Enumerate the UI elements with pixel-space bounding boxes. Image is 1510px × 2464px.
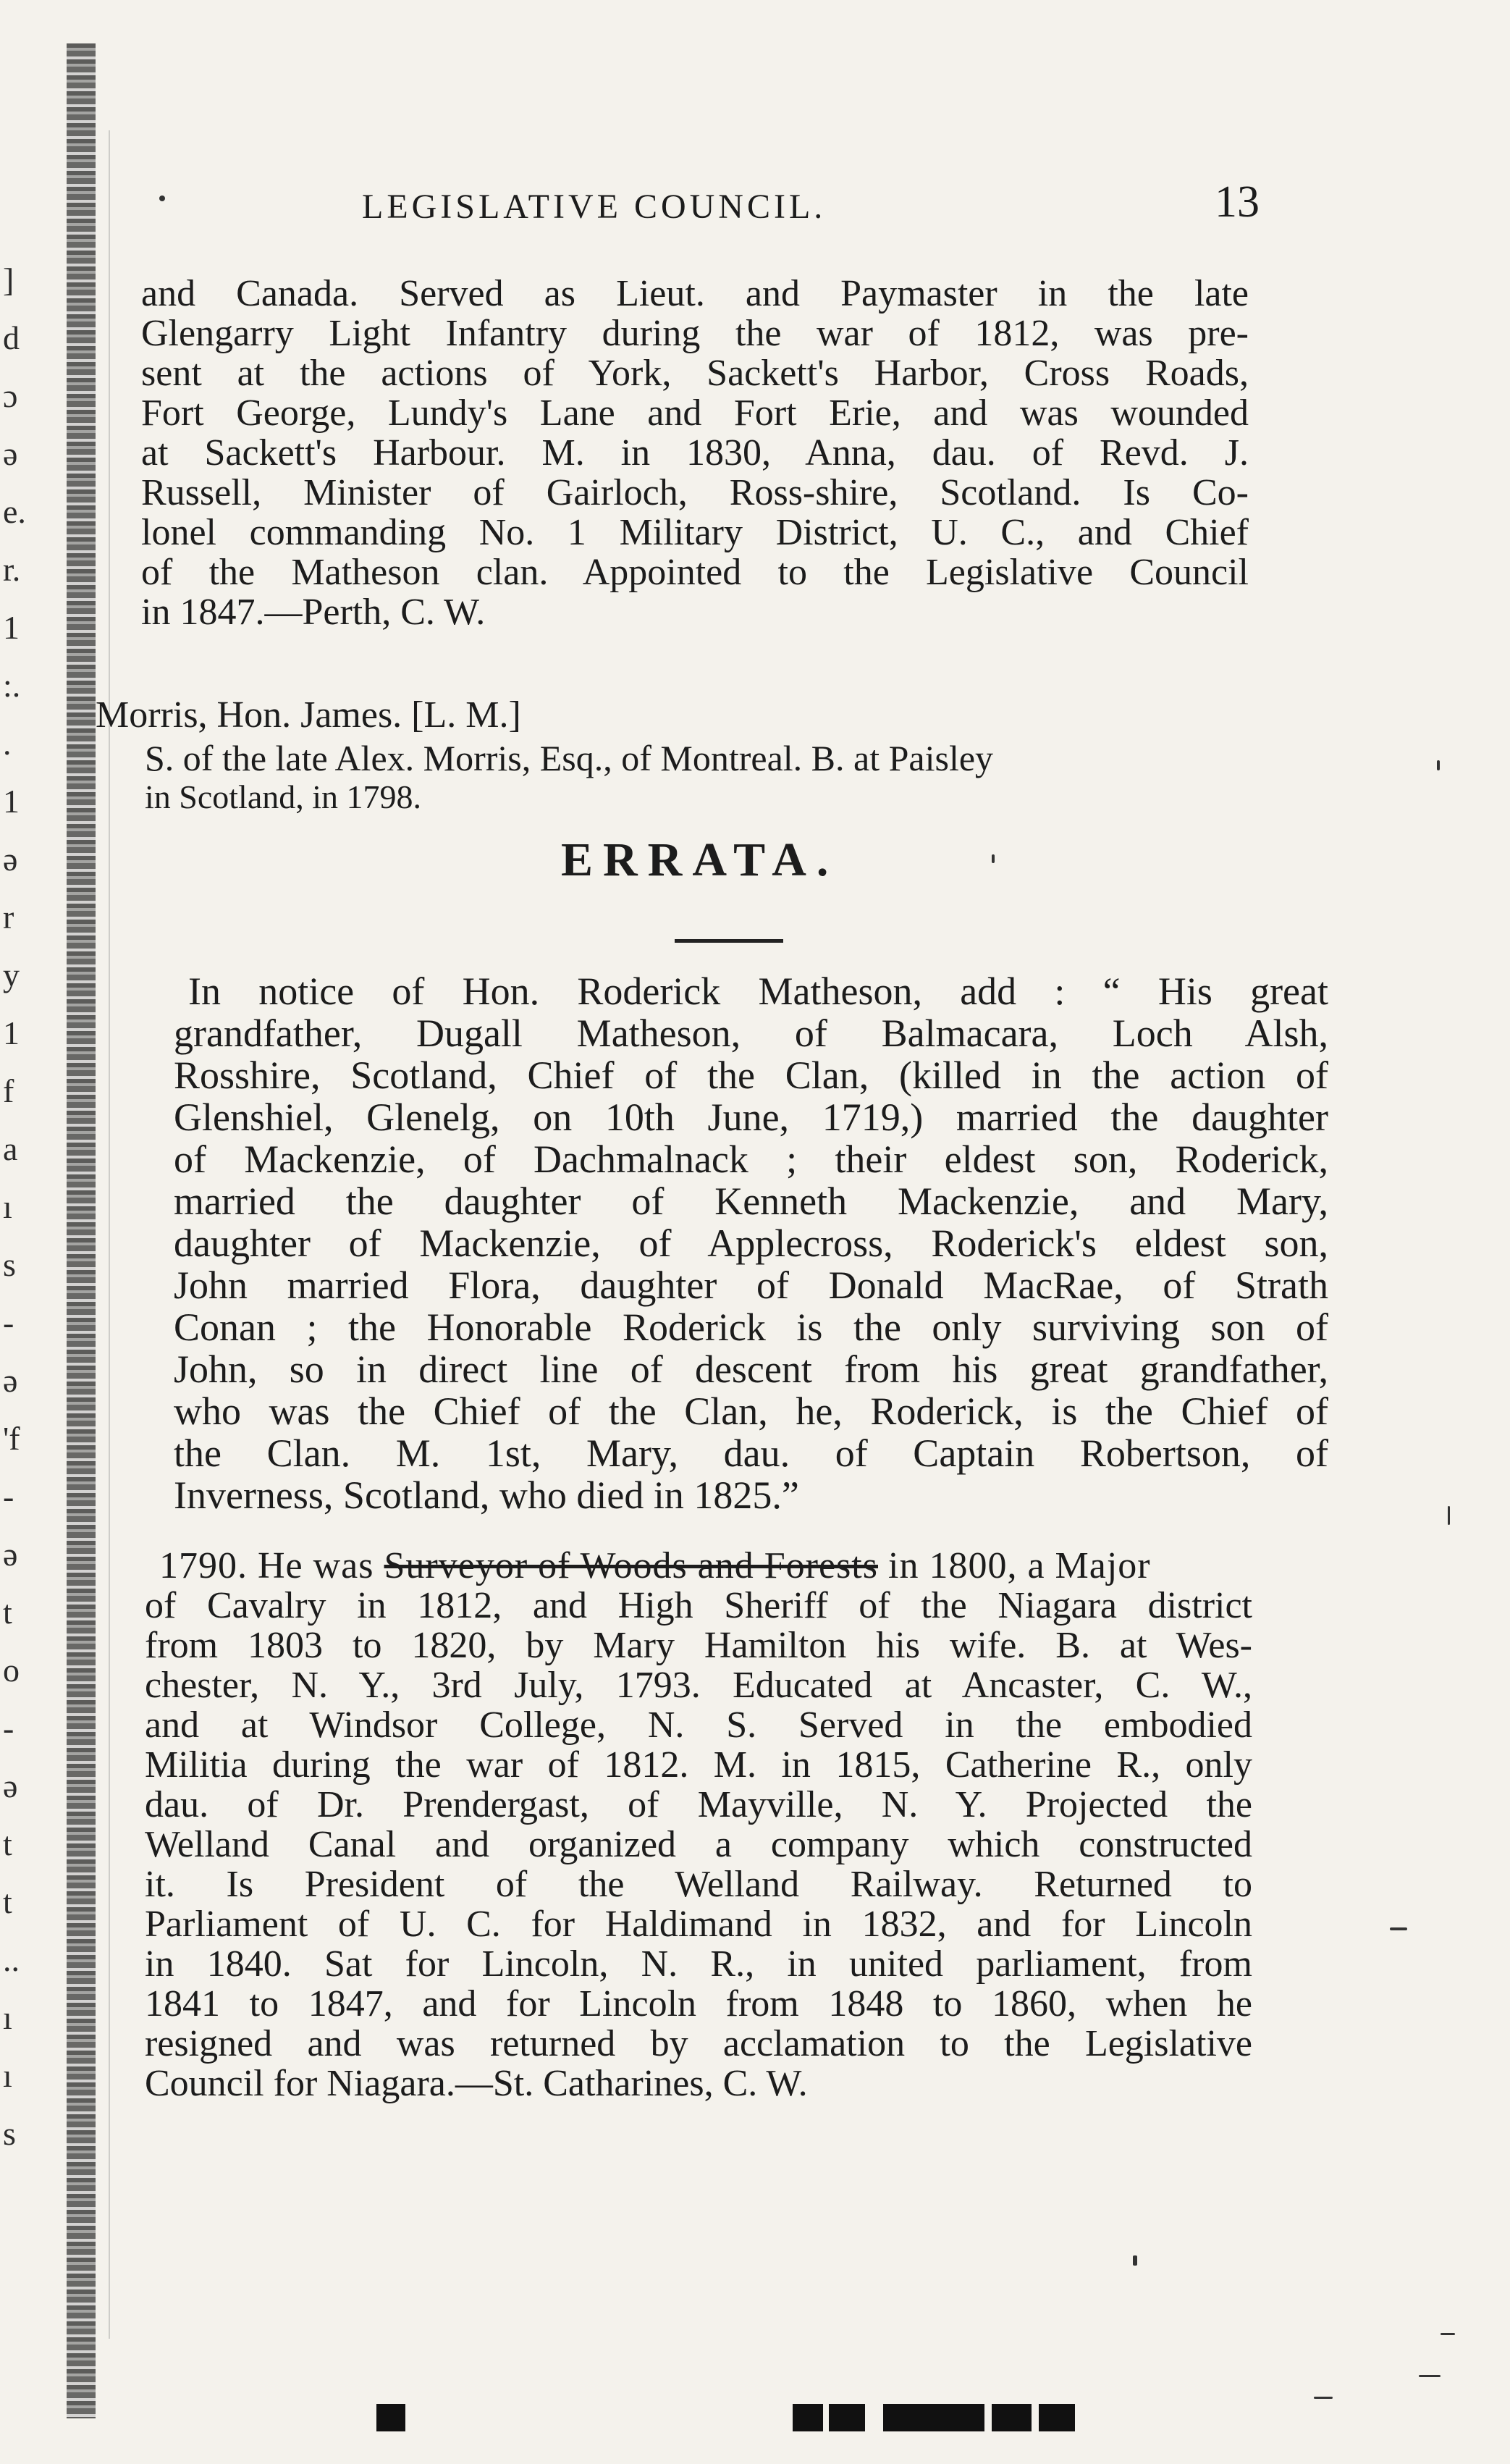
text-line: Glengarry Light Infantry during the war of 1812, was pre- (141, 313, 1249, 354)
text-line: Fort George, Lundy's Lane and Fort Erie, and was wounded (141, 392, 1249, 434)
errata-line: Conan ; the Honorable Roderick is the only surviving son of (174, 1305, 1328, 1349)
text-line: sent at the actions of York, Sackett's Harbor, Cross Roads, (141, 353, 1249, 394)
errata-line: Rosshire, Scotland, Chief of the Clan, (killed in the action of (174, 1054, 1328, 1097)
text-line: of the Matheson clan. Appointed to the Legislative Council (141, 552, 1249, 593)
page-number: 13 (1215, 177, 1260, 227)
morris-entry-heading: Morris, Hon. James. [L. M.] (96, 694, 521, 736)
text-line: Welland Canal and organized a company which constructed (145, 1824, 1252, 1865)
overprinted-line (159, 1545, 1260, 1586)
margin-fragment: ı (3, 1188, 12, 1225)
text-line: Parliament of U. C. for Haldimand in 1832, and for Lincoln (145, 1904, 1252, 1945)
margin-fragment: s (3, 1246, 16, 1283)
errata-line: grandfather, Dugall Matheson, of Balmacara, Loch Alsh, (174, 1012, 1328, 1055)
margin-fragment: ə (3, 841, 18, 878)
margin-fragment: f (3, 1072, 14, 1109)
margin-fragment: r. (3, 551, 21, 588)
text-line: at Sackett's Harbour. M. in 1830, Anna, dau. of Revd. J. (141, 432, 1249, 474)
text-line: and at Windsor College, N. S. Served in the embodied (145, 1704, 1252, 1746)
text-line: dau. of Dr. Prendergast, of Mayville, N. Y. Projected the (145, 1784, 1252, 1825)
text-line: and Canada. Served as Lieut. and Paymaster in the late (141, 273, 1249, 314)
margin-fragment: 1 (3, 783, 20, 820)
text-line: of Cavalry in 1812, and High Sheriff of the Niagara district (145, 1585, 1252, 1626)
margin-fragment: ɔ (3, 377, 18, 414)
overprint-struck-text: Surveyor of Woods and Forests (384, 1545, 878, 1586)
errata-notice (174, 970, 1328, 1516)
margin-fragment: y (3, 956, 20, 993)
margin-fragment: e. (3, 493, 26, 530)
footer-mark (829, 2404, 865, 2431)
footer-mark (376, 2404, 405, 2431)
running-title: LEGISLATIVE COUNCIL. (362, 188, 827, 226)
margin-fragment: t (3, 1883, 12, 1920)
margin-fragment: ə (3, 1362, 18, 1399)
text-line: Council for Niagara.—St. Catharines, C. W. (145, 2063, 808, 2104)
margin-fragment: 1 (3, 1014, 20, 1051)
text-line: chester, N. Y., 3rd July, 1793. Educated at Ancaster, C. W., (145, 1665, 1252, 1706)
margin-fragment: - (3, 1478, 14, 1515)
errata-title: ERRATA. (561, 833, 839, 886)
errata-line: John married Flora, daughter of Donald MacRae, of Strath (174, 1263, 1328, 1307)
margin-fragment: ə (3, 1767, 18, 1804)
errata-line: daughter of Mackenzie, of Applecross, Roderick's eldest son, (174, 1222, 1328, 1265)
margin-fragment: 1 (3, 609, 20, 646)
margin-fragment: t (3, 1594, 12, 1631)
errata-line: married the daughter of Kenneth Mackenzie, and Mary, (174, 1180, 1328, 1223)
text-line: from 1803 to 1820, by Mary Hamilton his wife. B. at Wes- (145, 1625, 1252, 1666)
speck (1390, 1927, 1407, 1930)
text-line: in 1840. Sat for Lincoln, N. R., in united parliament, from (145, 1943, 1252, 1985)
footer-mark (883, 2404, 984, 2431)
margin-fragment: ı (3, 1999, 12, 2036)
margin-fragment: a (3, 1130, 18, 1167)
matheson-entry-continuation (141, 274, 1249, 632)
speck (1314, 2397, 1333, 2399)
margin-fragment: :. (3, 667, 21, 704)
margin-fragment: ı (3, 2057, 12, 2094)
text-line: it. Is President of the Welland Railway. Returned to (145, 1864, 1252, 1905)
page-header (145, 174, 1260, 232)
speck (1133, 2255, 1137, 2266)
speck (1448, 1506, 1450, 1525)
book-binding-shadow (67, 43, 96, 2418)
errata-line: Glenshiel, Glenelg, on 10th June, 1719,) married the daughter (174, 1096, 1328, 1139)
margin-fragment: t (3, 1825, 12, 1862)
text-line: in 1847.—Perth, C. W. (141, 592, 486, 633)
margin-fragment: d (3, 319, 20, 356)
speck (1437, 760, 1440, 770)
margin-fragment: .. (3, 1941, 20, 1978)
errata-line: In notice of Hon. Roderick Matheson, add : “ His great (188, 970, 1328, 1013)
margin-fragment: - (3, 1304, 14, 1341)
header-dot (159, 195, 165, 201)
facing-page-fragments (0, 261, 26, 2216)
text-line: Militia during the war of 1812. M. in 1815, Catherine R., only (145, 1744, 1252, 1786)
text-line: resigned and was returned by acclamation to the Legislative (145, 2023, 1252, 2064)
footer-mark (1039, 2404, 1075, 2431)
text-line: 1841 to 1847, and for Lincoln from 1848 to 1860, when he (145, 1983, 1252, 2024)
margin-fragment: - (3, 1710, 14, 1746)
footer-mark (992, 2404, 1032, 2431)
errata-line: of Mackenzie, of Dachmalnack ; their eldest son, Roderick, (174, 1138, 1328, 1181)
errata-line: Inverness, Scotland, who died in 1825.” (174, 1473, 799, 1517)
footer-mark (793, 2404, 823, 2431)
speck (1419, 2375, 1441, 2377)
overprint-suffix: in 1800, a Major (888, 1545, 1151, 1586)
speck (992, 854, 995, 863)
footer-printer-marks (376, 2404, 1122, 2433)
margin-fragment: . (3, 725, 12, 762)
errata-rule (675, 939, 783, 943)
text-line: Russell, Minister of Gairloch, Ross-shire, Scotland. Is Co- (141, 472, 1249, 513)
errata-line: John, so in direct line of descent from his great grandfather, (174, 1347, 1328, 1391)
margin-fragment: 'f (3, 1420, 20, 1457)
margin-fragment: r (3, 899, 14, 935)
morris-entry-cut-line: in Scotland, in 1798. (145, 778, 422, 815)
margin-fragment: ə (3, 1536, 18, 1573)
speck (1441, 2333, 1455, 2335)
margin-fragment: o (3, 1652, 20, 1689)
errata-line: who was the Chief of the Clan, he, Roderick, is the Chief of (174, 1389, 1328, 1433)
morris-entry-continuation (145, 1586, 1252, 2103)
gutter-line (109, 130, 110, 2339)
margin-fragment: s (3, 2115, 16, 2152)
overprint-prefix: 1790. He was (159, 1545, 374, 1586)
margin-fragment: ə (3, 435, 18, 472)
errata-line: the Clan. M. 1st, Mary, dau. of Captain Robertson, of (174, 1431, 1328, 1475)
morris-entry-subline: S. of the late Alex. Morris, Esq., of Montreal. B. at Paisley (145, 738, 994, 778)
text-line: lonel commanding No. 1 Military District, U. C., and Chief (141, 512, 1249, 553)
margin-fragment: ] (3, 261, 14, 298)
